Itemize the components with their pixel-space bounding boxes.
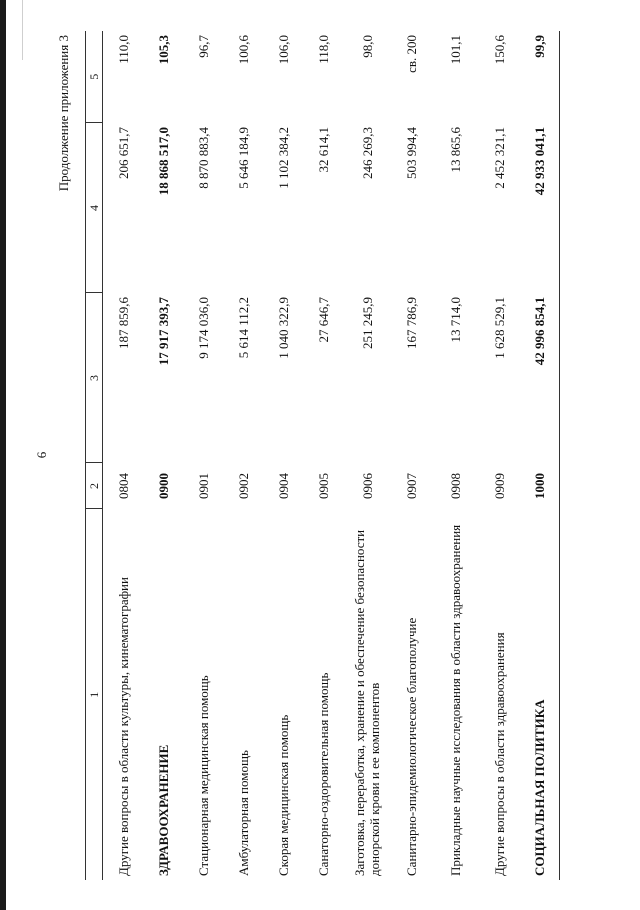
page-number: 6 xyxy=(34,451,49,459)
row-value-3: 1 628 529,1 xyxy=(491,297,507,359)
row-code: 0906 xyxy=(359,473,375,499)
row-value-5: 96,7 xyxy=(195,35,211,58)
row-name: Скорая медицинская помощь xyxy=(275,714,291,876)
row-value-3: 251 245,9 xyxy=(359,297,375,349)
table-row xyxy=(519,31,560,880)
appendix-caption: Продолжение приложения 3 xyxy=(56,35,71,192)
row-value-4: 2 452 321,1 xyxy=(491,127,507,189)
row-value-5: 99,9 xyxy=(519,31,560,123)
table-row xyxy=(479,31,519,880)
row-code: 0804 xyxy=(115,473,131,499)
row-value-3: 9 174 036,0 xyxy=(195,297,211,359)
row-value-3: 42 996 854,1 xyxy=(519,293,560,463)
row-code: 0900 xyxy=(155,473,171,499)
row-name: Стационарная медицинская помощь xyxy=(195,675,211,876)
table-row xyxy=(343,31,391,880)
row-name: ЗДРАВООХРАНЕНИЕ xyxy=(155,744,171,876)
table-row xyxy=(391,31,431,880)
row-value-5: 150,6 xyxy=(491,35,507,65)
budget-table xyxy=(85,31,560,880)
row-value-4: 5 646 184,9 xyxy=(235,127,251,189)
table-row xyxy=(183,31,223,880)
row-value-5: св. 200 xyxy=(403,35,419,73)
row-name: СОЦИАЛЬНАЯ ПОЛИТИКА xyxy=(519,509,560,880)
row-name: Амбулаторная помощь xyxy=(235,750,251,876)
table-row xyxy=(431,31,479,880)
row-name: Санитарно-эпидемиологическое благополучие xyxy=(403,617,419,876)
table-row xyxy=(303,31,343,880)
row-value-5: 100,6 xyxy=(235,35,251,65)
column-header: 5 xyxy=(86,31,103,123)
row-name: Санаторно-оздоровительная помощь xyxy=(315,672,331,876)
column-header: 1 xyxy=(86,509,103,880)
row-value-3: 187 859,6 xyxy=(115,297,131,349)
row-name: Заготовка, переработка, хранение и обеспечение безопасности донорской крови и ее компонентов xyxy=(352,529,382,876)
row-value-4: 503 994,4 xyxy=(403,127,419,179)
row-value-5: 106,0 xyxy=(275,35,291,65)
row-value-3: 17 917 393,7 xyxy=(155,297,171,366)
row-code: 0905 xyxy=(315,473,331,499)
row-code: 0909 xyxy=(491,473,507,499)
row-value-3: 13 714,0 xyxy=(447,297,463,343)
row-value-5: 110,0 xyxy=(115,35,131,64)
table-row xyxy=(223,31,263,880)
table-row xyxy=(143,31,183,880)
row-code: 1000 xyxy=(519,463,560,509)
row-code: 0907 xyxy=(403,473,419,499)
row-value-4: 206 651,7 xyxy=(115,127,131,179)
row-code: 0904 xyxy=(275,473,291,499)
row-code: 0908 xyxy=(447,473,463,499)
column-header: 2 xyxy=(86,463,103,509)
row-value-4: 1 102 384,2 xyxy=(275,127,291,189)
row-code: 0902 xyxy=(235,473,251,499)
column-header: 3 xyxy=(86,293,103,463)
table-header-row xyxy=(86,31,103,880)
row-name: Другие вопросы в области культуры, кинематографии xyxy=(115,577,131,876)
row-value-4: 18 868 517,0 xyxy=(155,127,171,196)
row-value-4: 13 865,6 xyxy=(447,127,463,173)
column-header: 4 xyxy=(86,123,103,293)
row-value-3: 167 786,9 xyxy=(403,297,419,349)
row-value-3: 1 040 322,9 xyxy=(275,297,291,359)
row-name: Прикладные научные исследования в области здравоохранения xyxy=(447,524,463,876)
row-value-3: 27 646,7 xyxy=(315,297,331,343)
row-name: Другие вопросы в области здравоохранения xyxy=(491,632,507,876)
row-value-5: 105,3 xyxy=(155,35,171,65)
row-value-5: 118,0 xyxy=(315,35,331,64)
row-code: 0901 xyxy=(195,473,211,499)
row-value-4: 246 269,3 xyxy=(359,127,375,179)
row-value-5: 98,0 xyxy=(359,35,375,58)
row-value-4: 8 870 883,4 xyxy=(195,127,211,189)
row-value-3: 5 614 112,2 xyxy=(235,297,251,359)
row-value-4: 42 933 041,1 xyxy=(519,123,560,293)
row-value-5: 101,1 xyxy=(447,35,463,65)
table-row xyxy=(263,31,303,880)
table-row xyxy=(103,31,144,880)
row-value-4: 32 614,1 xyxy=(315,127,331,173)
